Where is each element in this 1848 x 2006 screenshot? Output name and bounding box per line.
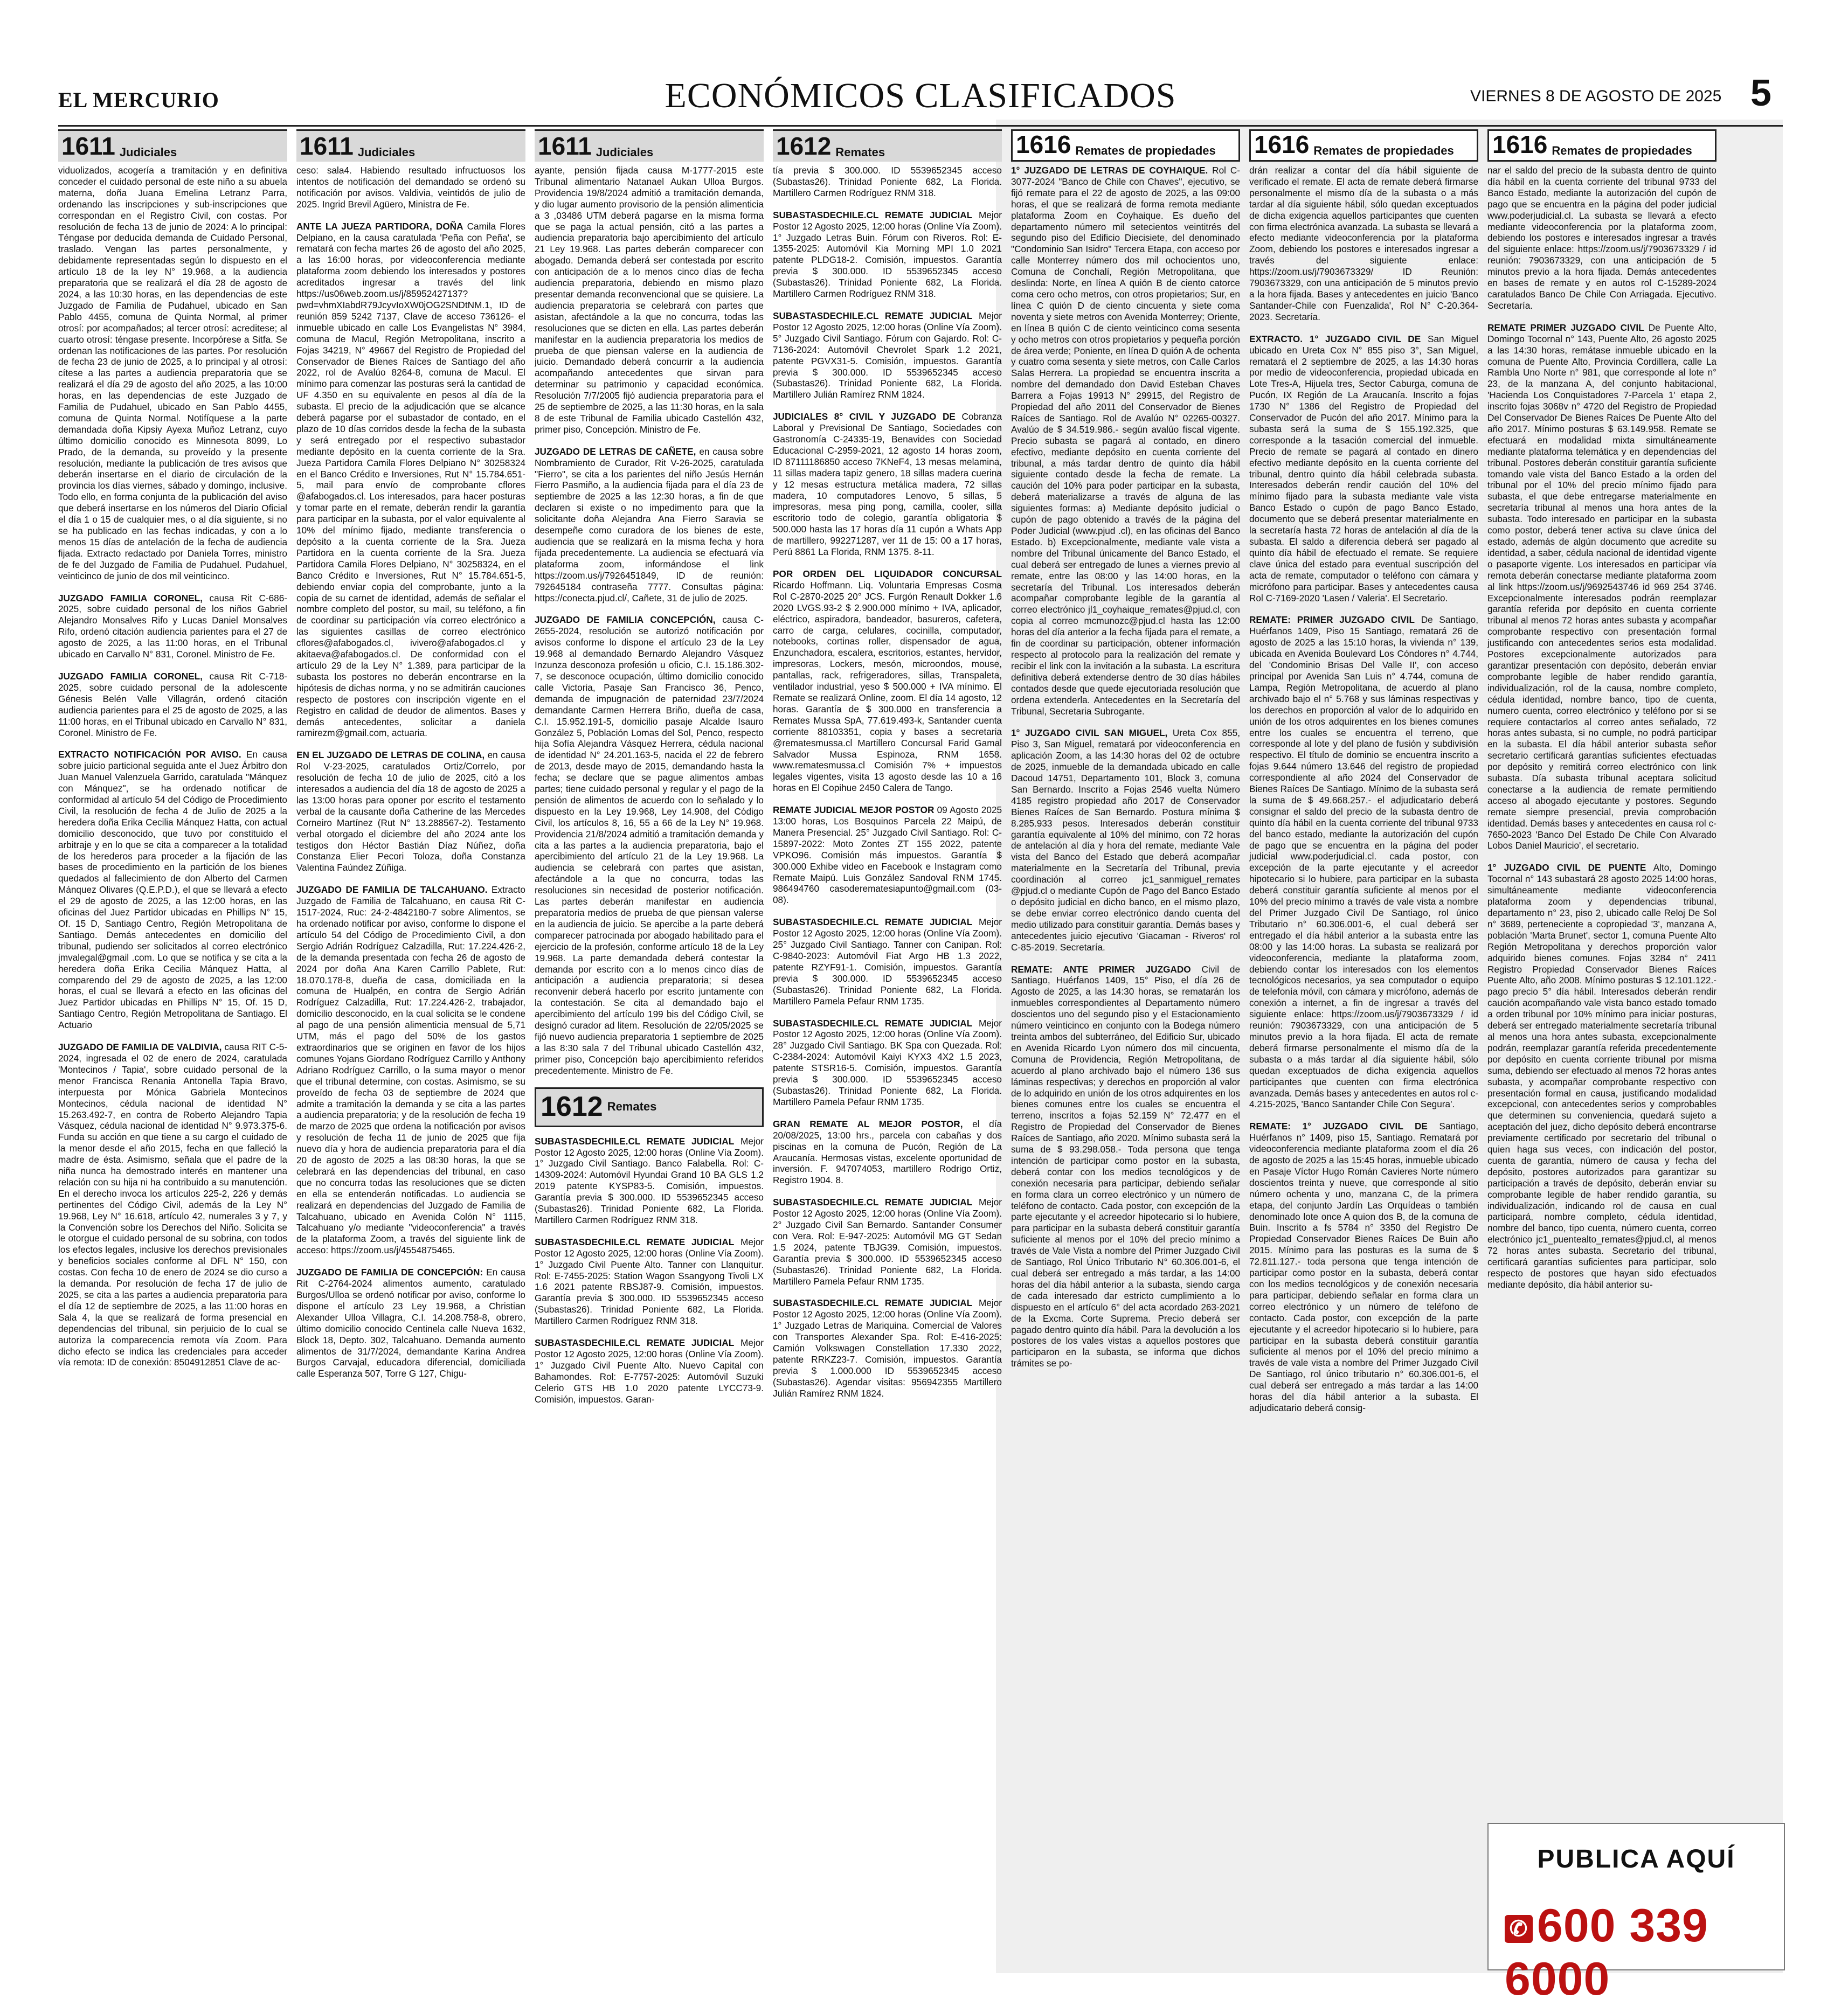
section-header	[535, 129, 764, 162]
notice-title: SUBASTASDECHILE.CL REMATE JUDICIAL	[773, 1017, 973, 1029]
notice	[1487, 165, 1717, 311]
notice	[1249, 165, 1478, 323]
notice-text: causa C-2655-2024, resolución se autorizó notificación por avisos conforme lo dispone el artículo 23 de la Ley 19.968 al demandado Bernardo Alejandro Vásquez Inzunza desconoza profesión u oficio, C.I. 15.186.302-7, se desconoce ocupación, último domicilio conocido calle Victoria, Pasaje San Francisco 36, Penco, demanda de impugnación de paternidad 23/7/2024 demandante Carmen Herrera Briño, dueña de casa, C.I. 15.952.191-5, domicilio pasaje Alcalde Isauro González 5, Población Lomas del Sol, Penco, respecto hija Sofía Alejandra Vásquez Herrera, cédula nacional de identidad N° 24.201.163-5, nacida el 22 de febrero de 2013, desde mayo de 2015, demandando hasta la fecha; se declare que se pague alimentos ambas partes; tiene cuidado personal y regular y el pago de la pensión de alimentos de acuerdo con lo señalado y lo dispuesto en la Ley 19.968, Ley 14.908, del Código Civil, los artículos 8, 16, 55 a 66 de la Ley N° 19.968. Providencia 21/8/2024 admitió a tramitación demanda y cita a las partes a la audiencia preparatoria, bajo el apercibimiento del artículo 21 de la Ley 19.968. La audiencia se celebrará con partes que asistan, afectándole a la que no concurra, todas las resoluciones sin necesidad de posterior notificación. Las partes deberán manifestar en audiencia preparatoria medios de prueba de que piensan valerse en la audiencia de juicio. Se apercibe a la parte deberá comparecer patrocinada por abogado habilitado para el ejercicio de la profesión, conforme artículo 18 de la Ley 19.968. La parte demandada deberá contestar la demanda por escrito con a lo menos cinco días de anticipación a audiencia preparatoria; si desea reconvenir deberá hacerlo por escrito juntamente con la contestación. Se cita al demandado bajo el apercibimiento del artículo 199 bis del Código Civil, se designó curador ad litem. Resolución de 22/05/2025 se fijó nuevo audiencia preparatoria 1 septiembre de 2025 a las 8:30 sala 7 del Tribunal ubicado Castellón 432, primer piso, Concepción bajo apercibimiento referidos precedentemente. Ministro de Fe.	[535, 614, 764, 1076]
section-header-remates	[535, 1087, 764, 1127]
notice	[773, 210, 1002, 300]
notice	[773, 1119, 1002, 1186]
notice-title: GRAN REMATE AL MEJOR POSTOR,	[773, 1118, 963, 1129]
notice-text: ceso: sala4. Habiendo resultado infructuosos los intentos de notificación del demandado se ordenó su notificación por avisos. Valdivia, veintidós de julio de 2025. Ingrid Brevil Agüero, Ministra de Fe.	[296, 165, 525, 210]
ad-phone[interactable]	[1505, 1899, 1784, 2006]
notice-title: 1° JUZGADO CIVIL DE PUENTE	[1487, 862, 1646, 873]
notice-text: San Miguel ubicado en Ureta Cox N° 855 piso 3°, San Miguel, rematará el 2 septiembre de 2025, a las 14:30 horas por medio de videoconferencia, propiedad ubicada en Lote Tres-A, Hijuela tres, Sector Caburga, comuna de Pucón, IX Región de La Araucanía. Inscrito a fojas 1730 N° 1386 del Registro de Propiedad del Conservador de Pucón del año 2017. Mínimo para la subasta será la suma de $ 155.192.325, que corresponde a la tasación comercial del inmueble. Precio de remate se pagará al contado en dinero efectivo mediante depósito en la cuenta corriente del tribunal, dentro quinto día hábil celebrada subasta. Interesados deberán rendir caución del 10% del mínimo fijado para la subasta mediante vale vista Banco Estado o cupón de pago Banco Estado, documento que se deberá presentar materialmente en la secretaría hasta 72 horas de antelación al día de la subasta. El saldo a diferencia deberá ser pagado al quinto día hábil de efectuado el remate. Se requiere clave única del estado para eventual suscripción del acta de remate, computador o teléfono con cámara y micrófono para participar. Bases y antecedentes causa Rol C-7169-2020 'Lasen / Valeria'. El Secretario.	[1249, 333, 1478, 603]
section-label: Remates	[835, 145, 885, 159]
column-1	[58, 129, 287, 1961]
column-body	[535, 162, 764, 1405]
notice-title: REMATE: ANTE PRIMER JUZGADO	[1011, 963, 1191, 975]
notice-text: Cobranza Laboral y Previsional De Santiago, Sociedades con Gastronomía C-24335-19, Benavides con Sociedad Educacional C-2959-2021, 12 agosto 14 horas zoom, ID 87111186850 acceso 7KNeF4, 13 mesas melamina, 11 sillas madera tapiz genero, 18 sillas madera cuerina y 12 mesas estructura metálica madera, 72 sillas madera, 10 computadores Lenovo, 5 sillas, 5 impresoras, mesa ping pong, camilla, cooler, silla escritorio todo de colegio, garantía obligatoria $ 500.000 hasta las 17 horas día 11 cupón a Whats App de martillero, 992271287, ver 11 de 15: 00 a 17 horas, Perú 8861 La Florida, RNM 1375. 8-11.	[773, 411, 1002, 558]
notice-text: Mejor Postor 12 Agosto 2025, 12:00 horas (Online Vía Zoom). 5° Juzgado Civil Santiago. Fórum con Gajardo. Rol: C-7136-2024: Automóvil Chevrolet Spark 1.2 2021, patente PGVX31-5. Comisión, impuestos. Garantía previa $ 300.000. ID 5539652345 acceso (Subastas26). Trinidad Poniente 682, La Florida. Martillero Julián Ramírez RNM 1824.	[773, 310, 1002, 400]
section-label: Remates de propiedades	[1313, 143, 1454, 157]
notice	[58, 593, 287, 660]
section-header	[773, 129, 1002, 162]
publica-aqui-ad[interactable]	[1487, 1823, 1785, 2005]
notice-text: Rol C-3077-2024 "Banco de Chile con Chaves", ejecutivo, se fijó remate para el 22 de agosto de 2025, a las 09:00 horas, el que se realizará de forma remota mediante plataforma Zoom en Coyhaique. Es dueño del departamento número mil setecientos veintitrés del segundo piso del Edificio Diecisiete, del denominado "Condominio San Isidro" Tercera Etapa, con acceso por calle Monterrey número dos mil ochocientos uno, Comuna de Conchalí, Región Metropolitana, que deslinda: Norte, en línea A quión B de ciento catorce coma cero ocho metros, con otros propietarios; Sur, en línea C quión D de ciento cincuenta y siete coma noventa y siete metros con Avenida Monterrey; Oriente, en línea B quión C de ciento veinticinco coma sesenta y ocho metros con otros propietarios y pequeña porción de área verde; Poniente, en línea D quión A de ochenta y cuatro coma sesenta y siete metros, con Calle Carlos Salas Herrera. La propiedad se encuentra inscrita a nombre del demandado don David Esteban Chaves Barrera a Fojas 19913 N° 29915, del Registro de Propiedad del año 2011 del Conservador de Bienes Raíces de Santiago. Rol de Avalúo N° 02265-00327. Avalúo de $ 34.519.986.- según avalúo fiscal vigente. Precio subasta se pagará al contado, en dinero efectivo, mediante depósito en cuenta corriente del tribunal, a más tardar dentro de quinto día hábil siguiente contado desde la fecha de remate. La caución del 10% para poder participar en la subasta, deberá materializarse a través de alguna de las siguientes formas: a) Mediante depósito judicial o cupón de pago obtenido a través de la página del Poder Judicial (www.pjud .cl), en las oficinas del Banco Estado. b) Excepcionalmente, mediante vale vista a nombre del Tribunal únicamente del Banco Estado, el cual deberá ser entregado de lunes a viernes previo al remate, entre las 08:00 y las 14:00 horas, en la secretaría del Tribunal. Los interesados deberán acompañar comprobante legible de la garantía al correo electrónico jl1_coyhaique_remates@pjud.cl, con copia al correo mcmunozc@pjud.cl hasta las 12:00 horas del día anterior a la fecha fijada para el remate, a fin de coordinar su participación, obtener información respecto al protocolo para la realización del remate y recibir el link con la invitación a la subasta. La escritura definitiva deberá extenderse dentro de 30 días hábiles contados desde que quede ejecutoriada resolución que ordena extenderla. Antecedentes en la Secretaría del Tribunal, Secretaria Subrogante.	[1011, 165, 1240, 717]
notice-title: SUBASTASDECHILE.CL REMATE JUDICIAL	[535, 1135, 735, 1147]
notice-title: 1° JUZGADO DE LETRAS DE COYHAIQUE.	[1011, 165, 1208, 176]
notice-text: Ureta Cox 855, Piso 3, San Miguel, rematará por videoconferencia en aplicación Zoom, a las 14:30 horas del 02 de octubre de 2025, inmueble de la demandada ubicado en calle Dacoud 14751, Departamento 101, Block 3, comuna San Bernardo. Inscrito a Fojas 2546 vuelta Número 4185 registro propiedad año 2017 de Conservador Bienes Raíces de San Bernardo. Postura mínima $ 8.285.933 pesos. Interesados deberán constituir garantía equivalente al 10% del mínimo, con 72 horas de antelación al día y hora del remate, mediante Vale vista del Banco del Estado que deberá acompañar materialmente en la Secretaría del Tribunal, previa coordinación al correo jc1_sanmiguel_remates @pjud.cl o mediante Cupón de Pago del Banco Estado o depósito judicial en dicho banco, en el mismo plazo, se debe enviar correo electrónico dando cuenta del medio utilizado para constituir garantía. Demás bases y antecedentes juicio ejecutivo 'Giacaman - Riveros' rol C-85-2019. Secretaría.	[1011, 727, 1240, 953]
section-label: Remates	[607, 1100, 657, 1114]
notice-title: JUZGADO DE FAMILIA DE VALDIVIA,	[58, 1042, 222, 1053]
column-body	[773, 162, 1002, 1399]
notice-title: JUZGADO FAMILIA CORONEL,	[58, 592, 203, 603]
column-3	[535, 129, 764, 1961]
notice-text: tía previa $ 300.000. ID 5539652345 acceso (Subastas26). Trinidad Poniente 682, La Florida. Martillero Carmen Rodríguez RNM 318.	[773, 165, 1002, 198]
notice	[535, 165, 764, 435]
notice	[535, 1237, 764, 1327]
notice	[296, 884, 525, 1256]
notice-title: JUZGADO DE FAMILIA DE CONCEPCIÓN:	[296, 1267, 483, 1278]
notice	[773, 1297, 1002, 1399]
column-6	[1249, 129, 1478, 1961]
notice-title: EN EL JUZGADO DE LETRAS DE COLINA,	[296, 749, 485, 761]
notice-text: ayante, pensión fijada causa M-1777-2015 este Tribunal alimentario Natanael Aukan Ulloa Burgos. Providencia 19/8/2024 admitió a tramitación demanda, y dio lugar aumento provisorio de la pensión alimenticia a 3 ,03486 UTM deberá pagarse en la misma forma que se paga la actual pensión, citó a las partes a audiencia preparatoria bajo apercibimiento del artículo 21 Ley 19.968. Las partes deberán comparecer con abogado. Demanda deberá ser contestada por escrito con anticipación de a lo menos cinco días de fecha audiencia preparatoria, debiendo en mismo plazo presentar demanda reconvencional que se quisiere. La audiencia preparatoria se celebrará con partes que asistan, afectándole a la que no concurra, todas las resoluciones que se dicten en ella. Las partes deberán manifestar en la audiencia preparatoria los medios de prueba de que piensan valerse en la audiencia de juicio. Demandado deberá concurrir a la audiencia acompañando antecedentes que sirvan para determinar su patrimonio y capacidad económica. Resolución 7/7/2005 fijó audiencia preparatoria para el 25 de septiembre de 2025, a las 11:30 horas, en la sala 8 de este Tribunal de Familia ubicado Castellón 432, primer piso, Concepción. Ministro de Fe.	[535, 165, 764, 435]
notice-title: JUDICIALES 8° CIVIL Y JUZGADO DE	[773, 411, 956, 422]
notice	[296, 1267, 525, 1379]
notice	[773, 165, 1002, 199]
notice-text: Extracto Juzgado de Familia de Talcahuano, en causa Rit C-1517-2024, Ruc: 24-2-4842180-7 sobre Alimentos, se ha ordenado notificar por aviso, conforme lo dispone el artículo 54 del Código de Procedimiento Civil, a don Sergio Adrián Rodríguez Calzadilla, Rut: 17.224.426-2, de la demanda presentada con fecha 26 de agosto de 2024 por doña Ana Karen Carrillo Pablete, Rut: 18.070.178-8, dueña de casa, domiciliada en la comuna de Hualpén, en contra de Sergio Adrián Rodríguez Calzadilla, Rut: 17.224.426-2, trabajador, domicilio desconocido, en la cual solicita se le condene al pago de una pensión alimenticia mensual de 5,71 UTM, más el pago del 50% de los gastos extraordinarios que se originen en favor de los hijos comunes Yojans Giordano Rodríguez Carrillo y Anthony Adriano Rodríguez Carrillo, o la suma mayor o menor que el tribunal determine, con costas. Asimismo, se su proveído de fecha 03 de septiembre de 2024 que admite a tramitación la demanda y se cita a las partes a audiencia preparatoria; y de la resolución de fecha 19 de marzo de 2025 que ordena la notificación por avisos y resolución de fecha 11 de junio de 2025 que fija nuevo día y hora de audiencia preparatoria para el día 20 de agosto de 2025 a las 08:30 horas, la que se celebrará en las dependencias del tribunal, en caso que no concurra todas las resoluciones que se dicten en ella se entenderán notificadas. Lo audiencia se realizará en dependencias del Juzgado de Familia de Talcahuano, ubicado en Avenida Colón N° 1115, Talcahuano y/o mediante "videoconferencia" a través de la plataforma Zoom, a través del siguiente link de acceso: https://zoom.us/j/4554875465.	[296, 884, 525, 1256]
column-7	[1487, 129, 1717, 1961]
notice-title: POR ORDEN DEL LIQUIDADOR CONCURSAL	[773, 568, 1002, 579]
notice-text: En causa sobre juicio particional seguida ante el Juez Árbitro don Juan Manuel Valenzuela Garrido, caratulada "Mánquez con Mánquez", se ha ordenado notificar de conformidad al artículo 54 del Código de Procedimiento Civil, la resolución de fecha 4 de Julio de 2025 a la heredera doña Erika Cecilia Mánquez Hatta, con actual domicilio desconocido, que tuvo por constituido el arbitraje y en lo que se cita a comparecer a la totalidad de los herederos para proceder a la fijación de las bases de procedimiento en la partición de los bienes quedados al fallecimiento de don Alberto del Carmen Mánquez Olivares (Q.E.P.D.), el que se llevará a efecto el 29 de agosto de 2025, a las 12:00 horas, en las oficinas del Juez Partidor ubicadas en Phillips N° 15, Of. 15 D, Santiago Centro, Región Metropolitana de Santiago. Demás antecedentes en domicilio del tribunal, pudiendo ser solicitados al correo electrónico jmvalegal@gmail .com. Lo que se notifica y se cita a la heredera doña Erika Cecilia Mánquez Hatta, al comparendo del 29 de agosto de 2025, a las 12:00 horas, el cual se llevará a efecto en las oficinas del Juez Partidor ubicadas en Phillips N° 15, Of. 15 D, Santiago Centro, Región Metropolitana de Santiago. El Actuario	[58, 749, 287, 1031]
notice-text: De Santiago, Huérfanos 1409, Piso 15 Santiago, rematará 26 de agosto de 2025 a las 15:10 horas, la vivienda n° 139, ubicada en Avenida Boulevard Los Cóndores n° 4.744, del 'Condominio Brisas Del Valle II', con acceso principal por Avenida San Luis n° 4.744, comuna de Lampa, Región Metropolitana, de acuerdo al plano archivado bajo el n° 5.768 y sus láminas respectivas y los derechos en proporción al valor de lo adquirido en unión de los otros adquirentes en los bienes comunes entre los cuales se encuentra el terreno, que corresponde al lote y del plano de fusión y subdivisión respectivo. El título de dominio se encuentra inscrito a fojas 9.644 número 13.646 del registro de propiedad correspondiente al año 2024 del Conservador de Bienes Raíces De Santiago. Mínimo de la subasta será la suma de $ 49.668.257.- el adjudicatario deberá consignar el saldo del precio de la subasta dentro de quinto día hábil en la cuenta corriente del tribunal 9733 del banco estado, mediante la autorización del cupón de pago que se encuentra en la página del poder judicial www.poderjudicial.cl. cada postor, con excepción de la parte ejecutante y el acreedor hipotecario si lo hubiere, para participar en la subasta deberá constituir garantía suficiente al menos por el 10% del precio mínimo a través de vale vista a nombre del Primer Juzgado Civil De Santiago, rol único Tributario n° 60.306.001-6, el cual deberá ser entregado el día hábil anterior a la subasta entre las 08:00 y las 14:00 horas. La subasta se realizará por videoconferencia, mediante la plataforma zoom, debiendo contar los interesados con los elementos tecnológicos necesarios, ya sea computador o equipo de telefonía móvil, con cámara y micrófono, además de conexión a internet, a fin de ingresar a través del siguiente enlace: https://zoom.us/j/7903673329 / id reunión: 7903673329, con una anticipación de 5 minutos previo a la hora fijada. El acta de remate deberá firmarse personalmente el mismo día de la subasta o a más tardar al día siguiente hábil, sólo quedan exceptuados de dicha exigencia aquellos participantes que cuenten con firma electrónica avanzada. Demás bases y antecedentes en autos rol c-4.215-2025, 'Banco Santander Chile Con Segura'.	[1249, 614, 1478, 1110]
section-code: 1616	[1016, 130, 1071, 158]
column-body	[1011, 162, 1240, 1369]
notice-text: en causa Rol V-23-2025, caratulados Ortiz/Correlo, por resolución de fecha 10 de julio de 2025, citó a los interesados a audiencia del día 18 de agosto de 2025 a las 13:00 horas para oponer por escrito el testamento verbal de la causante doña Catherine de las Mercedes Corneiro Martínez (Rut N° 13.288567-2). Testamento verbal otorgado el diciembre del año 2024 ante los testigos don Héctor Bastián Díaz Núñez, doña Constanza Elier Pecori Toloza, doña Constanza Valentina Faúndez Zúñiga.	[296, 749, 525, 873]
notice-title: SUBASTASDECHILE.CL REMATE JUDICIAL	[535, 1236, 735, 1247]
publication-name: EL MERCURIO	[58, 88, 219, 112]
column-body	[58, 162, 287, 1368]
section-label: Remates de propiedades	[1075, 143, 1216, 157]
notice-text: Mejor Postor 12 Agosto 2025, 12:00 horas (Online Vía Zoom). 1° Juzgado Civil Santiago. Banco Falabella. Rol: C-14309-2024: Automóvil Hyundai Grand 10 BA GLS 1.2 2019 patente KYSP83-5. Comisión, impuestos. Garantía previa $ 300.000. ID 5539652345 acceso (Subastas26). Trinidad Poniente 682, La Florida. Martillero Carmen Rodríguez RNM 318.	[535, 1135, 764, 1225]
notice	[296, 221, 525, 739]
notice-title: JUZGADO DE FAMILIA DE TALCAHUANO.	[296, 884, 488, 896]
notice-title: EXTRACTO NOTIFICACIÓN POR AVISO.	[58, 749, 241, 760]
column-body	[1249, 162, 1478, 1414]
notice	[773, 411, 1002, 558]
notice-title: SUBASTASDECHILE.CL REMATE JUDICIAL	[535, 1337, 735, 1349]
notice-text: Mejor Postor 12 Agosto 2025, 12:00 horas (Online Vía Zoom). 28° Juzgado Civil Santiago. BK Spa con Quezada. Rol: C-2384-2024: Automóvil Kaiyi KYX3 4X2 1.5 2023, patente STSR16-5. Comisión, impuestos. Garantía previa $ 300.000. ID 5539652345 acceso (Subastas26). Trinidad Poniente 682, La Florida. Martillero Pamela Pefaur RNM 1735.	[773, 1017, 1002, 1107]
section-header	[1249, 129, 1478, 162]
notice	[296, 165, 525, 210]
header-rule	[58, 125, 1783, 127]
issue-date: VIERNES 8 DE AGOSTO DE 2025	[1470, 87, 1722, 105]
masthead	[58, 64, 1783, 123]
notice-text: Mejor Postor 12 Agosto 2025, 12:00 horas (Online Vía Zoom). 2° Juzgado Civil San Bernardo. Santander Consumer con Vera. Rol: E-947-2025: Automóvil MG GT Sedan 1.5 2024, patente TBJG39. Comisión, impuestos. Garantía previa $ 300.000. ID 5539652345 acceso (Subastas26). Trinidad Poniente 682, La Florida. Martillero Pamela Pefaur RNM 1735.	[773, 1197, 1002, 1287]
notice-text: en causa sobre Nombramiento de Curador, Rit V-26-2025, caratulada "Fierro", se cita a los parientes del niño Jesús Hernán Fierro Pasmiño, a la audiencia fijada para el día 23 de septiembre de 2025 a las 12:30 horas, a fin de que declaren si existe o no impedimento para que la solicitante doña Alejandra Ana Fierro Saravia se desempeñe como curadora de los bienes de este, audiencia que se realizará en la misma fecha y hora fijada precedentemente. La audiencia se efectuará vía plataforma zoom, informándose el link https://zoom.us/j/7926451849, ID de reunión: 792645184 contraseña 7777. Consultas página: https://conecta.pjud.cl/, Cañete, 31 de julio de 2025.	[535, 446, 764, 603]
notice	[535, 1136, 764, 1226]
notice	[773, 310, 1002, 400]
notice-text: drán realizar a contar del día hábil siguiente de verificado el remate. El acta de remate deberá firmarse personalmente el mismo día de la subasta o a más tardar al día siguiente hábil, sólo quedan exceptuados de dicha exigencia aquellos participantes que cuenten con firma electrónica avanzada. La subasta se llevará a efecto mediante videoconferencia por la plataforma Zoom, debiendo los postores e interesados ingresar a través del siguiente enlace: https://zoom.us/j/7903673329/ ID Reunión: 7903673329, con una anticipación de 5 minutos previo a la hora fijada. Bases y antecedentes en juicio 'Banco Santander-Chile con Fuenzalida', Rol N° C-20.364-2023. Secretaría.	[1249, 165, 1478, 322]
notice	[773, 804, 1002, 906]
notice-text: De Puente Alto, Domingo Tocornal n° 143, Puente Alto, 26 agosto 2025 a las 14:30 horas, remátase inmueble ubicado en la comuna de Puente Alto, Provincia Cordillera, calle La Rambla Uno Norte n° 981, que corresponde al lote n° 23, de la manzana A, del conjunto habitacional, 'Hacienda Los Conquistadores 7-Parcela 1' etapa 2, inscrito fojas 3068v n° 4720 del Registro de Propiedad Del Conservador De Bienes Raíces De Puente Alto del año 2017. Mínimo posturas $ 63.149.958. Remate se efectuará en modalidad mixta simultáneamente mediante plataforma telemática y en dependencias del tribunal. Postores deberán constituir garantía suficiente tomando vale vista del Banco Estado a la orden del tribunal por el 10% del precio mínimo fijado para subasta, el que debe entregarse materialmente en secretaría tribunal al menos una hora antes de la subasta. Todo interesado en participar en la subasta como postor, deberá tener activa su clave única del estado, además de algún documento que acredite su identidad, a saber, cédula nacional de identidad vigente o pasaporte vigente. Los interesados en participar vía remota deberán conectarse mediante plataforma zoom al link https://zoom.us/j/9692543746 id 969 254 3746. Excepcionalmente interesados podrán reemplazar garantía referida por depósito en cuenta corriente tribunal al menos 72 horas antes subasta y acompañar comprobante respectivo con presentación formal justificando con antecedentes serios esta modalidad. Postores excepcionalmente autorizados para garantizar presentación con depósito, deberán enviar comprobante legible de haber rendido garantía, individualización, rol de la causa, nombre completo, cédula identidad, nombre banco, tipo de cuenta, numero cuenta, correo electrónico y teléfono por si se requiere contactarlos al correo antes señalado, 72 horas antes subasta, si no cumple, no podrá participar en la subasta. El día hábil anterior subasta señor secretario certificará garantías suficientes efectuadas por depósito y remitirá correo electrónico con link subasta. Día subasta tribunal aceptara solicitud conectarse a la audiencia de remate permitiendo acceso al abogado ejecutante y postores. Segundo remate siempre presencial, previa comprobación identidad. Demás bases y antecedentes en causa rol c-7650-2023 'Banco Del Estado De Chile Con Alvarado Lobos Daniel Mauricio', el secretario.	[1487, 322, 1717, 851]
notice	[773, 917, 1002, 1007]
notice-text: Mejor Postor 12 Agosto 2025, 12:00 horas (Online Vía Zoom). 1° Juzgado Civil Puente Alto. Tanner con Llanquitur. Rol: E-7455-2025: Station Wagon Ssangyong Tivoli LX 1.6 2021 patente RBSJ87-9. Comisión, impuestos. Garantía previa $ 300.000. ID 5539652345 acceso (Subastas26). Trinidad Poniente 682, La Florida. Martillero Carmen Rodríguez RNM 318.	[535, 1236, 764, 1327]
section-code: 1611	[61, 132, 115, 160]
notice-title: REMATE JUDICIAL MEJOR POSTOR	[773, 804, 935, 816]
column-body	[1487, 162, 1717, 1290]
section-header	[1487, 129, 1717, 162]
notice-title: SUBASTASDECHILE.CL REMATE JUDICIAL	[773, 917, 973, 928]
notice	[1487, 862, 1717, 1290]
notice	[1249, 1121, 1478, 1414]
notice-text: causa Rit C-686-2025, sobre cuidado personal de los niños Gabriel Alejandro Monsalves Rifo y Lucas Daniel Monsalves Rifo, ordenó citación audiencia parientes para el 27 de agosto de 2025, a las 11:00 horas, en el Tribunal ubicado en Carvallo N° 831, Coronel. Ministro de Fe.	[58, 592, 287, 660]
notice-text: el día 20/08/2025, 13:00 hrs., parcela con cabañas y dos piscinas en la comuna de Pucón, Región de La Araucanía. Hermosas vistas, excelente oportunidad de inversión. F. 947074053, martillero Rodrigo Ortiz, Registro 1904. 8.	[773, 1118, 1002, 1186]
section-code: 1611	[300, 132, 354, 160]
notice-text: Mejor Postor 12 Agosto 2025, 12:00 horas (Online Vía Zoom). 1° Juzgado Civil Puente Alto. Nuevo Capital con Bahamondes. Rol: E-7757-2025: Automóvil Suzuki Celerio GTS HB 1.0 2020 patente LYCC73-9. Comisión, impuestos. Garan-	[535, 1337, 764, 1405]
notice-title: JUZGADO FAMILIA CORONEL,	[58, 670, 203, 682]
notice	[773, 1197, 1002, 1287]
notice-text: Camila Flores Delpiano, en la causa caratulada 'Peña con Peña', se rematará con fecha martes 26 de agosto del año 2025, a las 16:00 horas, por videoconferencia mediante plataforma zoom debiendo los interesados y postores acreditados ingresar a través del link https://us06web.zoom.us/j/85952427137?pwd=vhmXIabdR79JcyvIoXW0jOG2SNDtNM.1, ID de reunión 859 5242 7137, Clave de acceso 736126- el inmueble ubicado en calle Los Evangelistas N° 3984, comuna de Macul, Región Metropolitana, inscrito a Fojas 34219, N° 49667 del Registro de Propiedad del Conservador de Bienes Raíces de Santiago del año 2022, rol de Avalúo 8264-8, comuna de Macul. El mínimo para comenzar las posturas será la cantidad de UF 4.350 en su equivalente en pesos al día de la subasta. El precio de la adjudicación que se alcance deberá pagarse por el subastador de contado, en el plazo de 10 días corridos desde la fecha de la subasta y será entregado por el respectivo subastador mediante depósito en la cuenta corriente de la Sra. Jueza Partidora Camila Flores Delpiano N° 30258324 en el Banco Crédito e Inversiones, Rut N° 15.784.651-5, mail para envío de comprobante cflores @afabogados.cl. Los interesados, para hacer posturas y tomar parte en el remate, deberán rendir la garantía para participar en la subasta, por el valor equivalente al 10% del mínimo fijado, mediante transferencia o depósito a la cuenta corriente de la Sra. Jueza Partidora en la cuenta corriente de la Sra. Jueza Partidora Camila Flores Delpiano, N° 30258324, en el Banco Crédito e Inversiones, Rut N° 15.784.651-5, debiendo enviar copia del comprobante, junto a la copia de su carnet de identidad, además de señalar el nombre completo del postor, su mail, su teléfono, a fin de coordinar su participación vía correo electrónico a las siguientes casillas de correo electrónico cflores@afabogados.cl, ivivero@afabogados.cl y akitaeva@afabogados.cl. De conformidad con el artículo 29 de la Ley N° 1.389, para participar de la subasta los postores no deberán encontrarse en la hipótesis de dichas norma, y no se admitirán cauciones respecto de postores con inscripción vigente en el Registro en calidad de deudor de alimentos. Bases y demás antecedentes, solicitar a daniela ramirezm@gmail.com, actuaria.	[296, 220, 525, 739]
column-body	[296, 162, 525, 1379]
column-4	[773, 129, 1002, 1961]
notice-text: Ricardo Hoffmann. Liq. Voluntaria Empresas Cosma Rol C-2870-2025 20° JCS. Furgón Renault Dokker 1.6 2020 LVGS.93-2 $ 2.900.000 mínimo + IVA, aplicador, eléctrico, aspiradora, bandeador, basureros, cafetera, carro de carga, celulares, cocinilla, computador, notebooks, cortinas roller, dispensador de agua, Enzunchadora, escalera, escritorios, estantes, hervidor, impresoras, Lockers, mesón, microondos, mouse, pantallas, rack, refrigeradores, sillas, Transpaleta, ventilador industrial, yeso $ 500.000 + IVA mínimo. El Remate se realizará Online, zoom. El día 14 agosto, 12 horas. Garantía de $ 300.000 en transferencia a Remates Mussa SpA, 77.619.493-k, Santander cuenta corriente 88103351, copia y bases a secretaria @rematesmussa.cl Martillero Concursal Farid Gamal Salvador Mussa Espinoza, RNM 1658. www.rematesmussa.cl Comisión 7% + impuestos legales vigentes, visita 13 agosto desde las 10 a 16 horas en El Copihue 2450 Calera de Tango.	[773, 579, 1002, 794]
section-code: 1612	[776, 132, 832, 160]
notice	[535, 446, 764, 604]
ad-title: PUBLICA AQUÍ	[1537, 1845, 1735, 1873]
notice	[1487, 322, 1717, 852]
column-5	[1011, 129, 1240, 1961]
notice	[1011, 165, 1240, 717]
notice-text: Mejor Postor 12 Agosto 2025, 12:00 horas (Online Vía Zoom). 1° Juzgado Letras Buin. Fórum con Riveros. Rol: E-1355-2025: Automóvil Kia Morning MPI 1.0 2021 patente PLDG18-2. Comisión, impuestos. Garantía previa $ 300.000. ID 5539652345 acceso (Subastas26). Trinidad Poniente 682, La Florida. Martillero Carmen Rodríguez RNM 318.	[773, 209, 1002, 300]
notice	[58, 165, 287, 582]
section-code: 1616	[1254, 130, 1310, 158]
notice	[296, 749, 525, 873]
notice-text: causa RIT C-5-2024, ingresada el 02 de enero de 2024, caratulada 'Montecinos / Tapia', sobre cuidado personal de la menor Francisca Renania Antonella Tapia Bravo, interpuesta por Mónica Gabriela Montecinos Montecinos, cédula nacional de identidad N° 15.263.492-7, en contra de Roberto Alejandro Tapia Vásquez, cédula nacional de identidad N° 9.973.375-6. Funda su acción en que tiene a su cargo el cuidado de la menor desde el año 2015, fecha en que falleció la madre de ésta. Asimismo, señala que el padre de la niña nunca ha demostrado interés en mantener una relación con su hija ni ha contribuido a su manutención. En el derecho invoca los artículos 225-2, 226 y demás pertinentes del Código Civil, además de la Ley N° 19.968, Ley N° 16.618, artículo 42, numerales 3 y 7, y la Convención sobre los Derechos del Niño. Solicita se le otorgue el cuidado personal de su sobrina, con todos los efectos legales, inclusive los derechos previsionales y beneficios sociales conforme al DFL N° 150, con costas. Con fecha 10 de enero de 2024 se dio curso a la demanda. Por resolución de fecha 17 de julio de 2025, se cita a las partes a audiencia preparatoria para el día 12 de septiembre de 2025, a las 11:00 horas en Sala 4, la que se realizará de forma presencial en dependencias del tribunal, sin perjuicio de lo cual se autoriza la comparecencia remota vía Zoom. Para dicho efecto se indica las credenciales para acceder vía remota: ID de conexión: 8504912851 Clave de ac-	[58, 1042, 287, 1368]
section-label: Judiciales	[357, 145, 416, 159]
notice-text: 09 Agosto 2025 13:00 horas, Los Bosquinos Parcela 22 Maipú, de Manera Presencial. 25° Juzgado Civil Santiago. Rol: C-15897-2022: Moto Zontes ZT 155 2022, patente VPKO96. Comisión más impuestos. Garantía $ 300.000 Exhibe video en Facebook e Instagram como Remate Maipú. Luis González Sandoval RNM 1745. 986494760 casoderematesiapunto@gmail.com (03-08).	[773, 804, 1002, 906]
section-label: Judiciales	[596, 145, 654, 159]
notice-title: SUBASTASDECHILE.CL REMATE JUDICIAL	[773, 1297, 973, 1309]
notice	[58, 1042, 287, 1368]
section-label: Judiciales	[119, 145, 177, 159]
section-title: ECONÓMICOS CLASIFICADOS	[665, 76, 1176, 115]
notice-title: JUZGADO DE LETRAS DE CAÑETE,	[535, 446, 696, 457]
section-code: 1612	[541, 1091, 603, 1123]
section-header	[58, 129, 287, 162]
notice-title: REMATE PRIMER JUZGADO CIVIL	[1487, 322, 1644, 333]
notice-text: Civil de Santiago, Huérfanos 1409, 15° Piso, el día 26 de Agosto de 2025, a las 14:30 horas, se rematarán los inmuebles correspondientes al Departamento número doscientos uno del segundo piso y el Estacionamiento número veinticinco en conjunto con la Bodega número treinta ambos del subterráneo, del Edificio Sur, ubicado en Avenida Ricardo Lyon número dos mil cincuenta, Comuna de Providencia, Región Metropolitana, de acuerdo al plano archivado bajo el número 136 sus láminas respectivas; y derechos en proporción al valor de lo adquirido en unión de los otros adquirentes en los bienes comunes entre los cuales se encuentra el terreno, inscritos a fojas 52.159 N° 72.477 en el Registro de Propiedad del Conservador de Bienes Raíces de Santiago, año 2020. Mínimo subasta será la suma de $ 93.298.058.- Toda persona que tenga intención de participar como postor en la subasta, deberá contar con los medios tecnológicos y de conexión necesaria para participar, debiendo señalar en forma clara un correo electrónico y un número de teléfono de contacto. Cada postor, con excepción de la parte ejecutante y el acreedor hipotecario si lo hubiere, para participar en la subasta deberá constituir garantía suficiente al menos por el 10% del precio mínimo a través de Vale Vista a nombre del Primer Juzgado Civil de Santiago, Rol Único Tributario N° 60.306.001-6, el cual deberá ser entregado a más tardar, a las 14:00 horas del día hábil anterior a la subasta, siendo carga de cada interesado dar estricto cumplimiento a lo dispuesto en el artículo 6° del acta acordado 263-2021 de la Excma. Corte Suprema. Precio deberá ser pagado dentro quinto día hábil. Para la devolución a los postores de los vales vistas a aquellos postores que participaron en la subasta, se informa que dichos trámites se po-	[1011, 963, 1240, 1369]
notice	[773, 568, 1002, 794]
notice-title: SUBASTASDECHILE.CL REMATE JUDICIAL	[773, 310, 973, 321]
notice	[535, 614, 764, 1076]
page-number: 5	[1750, 72, 1771, 114]
notice-text: Santiago, Huérfanos n° 1409, piso 15, Santiago. Rematará por videoconferencia mediante plataforma zoom el día 26 de agosto de 2025 a las 15:45 horas, inmueble ubicado en Pasaje Víctor Hugo Román Cavieres Norte número doscientos treinta y nueve, que corresponde al sitio número ochenta y uno, manzana C, de la primera etapa, del conjunto Jardín Las Orquídeas o también denominado lote once A quion dos B, de la comuna de Buin. Inscrito a fs 5784 n° 3350 del Registro De Propiedad Conservador Bienes Raíces De Buin año 2015. Mínimo para las posturas es la suma de $ 72.811.127.- toda persona que tenga intención de participar como postor en la subasta, deberá contar con los medios tecnológicos y de conexión necesaria para participar, debiendo señalar en forma clara un correo electrónico y un número de teléfono de contacto. Cada postor, con excepción de la parte ejecutante y el acreedor hipotecario si lo hubiere, para participar en la subasta deberá constituir garantía suficiente al menos por el 10% del precio mínimo a través de vale vista a nombre del Primer Juzgado Civil De Santiago, rol único tributario n° 60.306.001-6, el cual deberá ser entregado a más tardar a las 14:00 horas del día hábil anterior a la subasta. El adjudicatario deberá consig-	[1249, 1121, 1478, 1413]
notice-title: SUBASTASDECHILE.CL REMATE JUDICIAL	[773, 209, 973, 220]
section-code: 1611	[538, 132, 592, 160]
notice	[1249, 614, 1478, 1110]
notice-text: Alto, Domingo Tocornal n° 143 subastará 28 agosto 2025 14:00 horas, simultáneamente mediante videoconferencia plataforma zoom y dependencias tribunal, departamento n° 23, piso 2, ubicado calle Reloj De Sol n° 3689, perteneciente a copropiedad '3', manzana A, población 'Marta Brunet', sector 1, comuna Puente Alto Región Metropolitana y derechos proporción valor adquirido bienes comunes. Fojas 3284 n° 2411 Registro Propiedad Conservador Bienes Raíces Puente Alto, año 2008. Mínimo posturas $ 12.101.122.- pago precio 5° día hábil. Interesados deberán rendir caución acompañando vale vista banco estado tomado a orden tribunal por 10% mínimo para iniciar posturas, deberá ser entregado materialmente secretaría tribunal al menos una hora antes subasta, excepcionalmente podrán, reemplazar garantía referida precedentemente por depósito en cuenta corriente tribunal por misma suma, debiendo ser efectuado al menos 72 horas antes subasta, y acompañar comprobante respectivo con presentación formal en causa, justificando modalidad excepcional, con antecedentes serios y comprobables que determinen su conveniencia, quedará sujeto a aceptación del juez, dicho depósito deberá encontrarse previamente certificado por secretario del tribunal o quien haga sus veces, con indicación del postor, cuenta de garantía, número de causa y fecha del depósito, postores autorizados para garantizar su participación a través de depósito, deberán enviar su comprobante legible de haber rendido garantía, su individualización, indicando rol de causa en cual participará, nombre completo, cédula identidad, nombre del banco, tipo cuenta, número cuenta, correo electrónico jc1_puentealto_remates@pjud.cl, al menos 72 horas antes subasta. Secretario del tribunal, certificará garantías suficientes para participar, solo respecto de postores que hayan sido efectuados mediante depósito, día hábil anterior su-	[1487, 862, 1717, 1290]
column-2	[296, 129, 525, 1961]
notice	[535, 1337, 764, 1405]
notice	[1011, 727, 1240, 953]
section-header	[296, 129, 525, 162]
section-label: Remates de propiedades	[1552, 143, 1692, 157]
section-header	[1011, 129, 1240, 162]
notice-text: En causa Rit C-2764-2024 alimentos aumento, caratulado Burgos/Ulloa se ordenó notificar por aviso, conforme lo dispone el artículo 23 Ley 19.968, a Christian Alexander Ulloa Villagra, C.I. 14.208.758-8, obrero, último domicilio conocido Centinela calle Nueva 1632, Block 18, Depto. 302, Talcahuano. Demanda aumento alimentos de 31/7/2024, demandante Karina Andrea Burgos Carvajal, educadora diferencial, domiciliada calle Esperanza 507, Torre G 127, Chigu-	[296, 1267, 525, 1379]
notice-title: JUZGADO DE FAMILIA CONCEPCIÓN,	[535, 614, 716, 626]
notice-title: REMATE: 1° JUZGADO CIVIL DE	[1249, 1121, 1428, 1132]
notice-text: Mejor Postor 12 Agosto 2025, 12:00 horas (Online Vía Zoom). 1° Juzgado Letras de Mariquina. Comercial de Valores con Transportes Alexander Spa. Rol: E-416-2025: Camión Volkswagen Constellation 17.330 2022, patente RRKZ23-7. Comisión, impuestos. Garantía previa $ 1.000.000 ID 5539652345 acceso (Subastas26). Agendar visitas: 956942355 Martillero Julián Ramírez RNM 1824.	[773, 1297, 1002, 1399]
notice-title: REMATE: PRIMER JUZGADO CIVIL	[1249, 614, 1415, 626]
notice-title: 1° JUZGADO CIVIL SAN MIGUEL,	[1011, 727, 1168, 739]
notice	[58, 749, 287, 1031]
ad-phone-number: 600 339 6000	[1505, 1900, 1708, 2005]
notice	[58, 671, 287, 738]
notice	[773, 1018, 1002, 1108]
notice-text: nar el saldo del precio de la subasta dentro de quinto día hábil en la cuenta corriente del tribunal 9733 del Banco Estado, mediante la autorización del cupón de pago que se encuentra en la página del poder judicial www.poderjudicial.cl. La subasta se llevará a efecto mediante videoconferencia por la plataforma zoom, debiendo los postores e interesados ingresar a través del siguiente enlace: https://zoom.us/j/7903673329 / id reunión: 7903673329, con una anticipación de 5 minutos previo a la hora fijada. Demás antecedentes en bases de remate y en autos rol C-15289-2024 caratulados Banco De Chile Con Arriagada. Ejecutivo. Secretaría.	[1487, 165, 1717, 311]
notice	[1011, 964, 1240, 1370]
notice	[1249, 334, 1478, 604]
notice-text: viduolizados, acogería a tramitación y en definitiva conceder el cuidado personal de este niño a su abuela materna, doña Juana Emelina Letranz Parra, ordenando las inscripciones y sub-inscripciones que correspondan en el Registro Civil, con costas. Por resolución de fecha 13 de junio de 2024: A lo principal: Téngase por deducida demanda de Cuidado Personal, traslado. Vengan las partes personalmente, y debidamente representadas según lo dispuesto en el artículo 18 de la ley N° 19.968, a la audiencia preparatoria que se realizará el día 28 de agosto de 2024, a las 10:30 horas, en las dependencias de este Juzgado de Familia de Pudahuel, ubicado en San Pablo 4455, comuna de Quinta Normal, al primer otrosí: por acompañados; al tercer otrosí: acreditese; al cuarto otrosí: téngase presente. Incorpórese a Sitfa. Se ordenan las notificaciones de las partes. Por resolución de fecha 23 de junio de 2025, a lo principal y al otrosí: cítese a las partes a audiencia preparatoria que se realizará el día 29 de agosto del año 2025, a las 10:00 horas, en las dependencias de este Juzgado de Familia de Pudahuel, ubicado en San Pablo 4455, comuna de Quinta Normal. Notifíquese a la parte demandada doña Kipsiy Ayexa Muñoz Letranz, cuyo último domicilio conocido es Minnesota 8099, Lo Prado, de la demanda, su proveído y la presente resolución, mediante la publicación de tres avisos que deberán insertarse en el diario de circulación de la provincia los días viernes, sábado y domingo, inclusive. Todo ello, en forma conjunta de la publicación del aviso que deberá insertarse en los números del Diario Oficial el día 1 o 15 de cualquier mes, o al día siguiente, si no se ha publicado en las fechas indicadas, y con a lo menos 15 días de antelación de la fecha de audiencia fijada. Extracto redactado por Daniela Torres, ministro de fe del Juzgado de Familia de Pudahuel. Pudahuel, veinticinco de junio de dos mil veinticinco.	[58, 165, 287, 581]
phone-icon: ✆	[1505, 1915, 1533, 1943]
notice-title: EXTRACTO. 1° JUZGADO CIVIL DE	[1249, 333, 1421, 344]
section-code: 1616	[1492, 130, 1548, 158]
notice-text: causa Rit C-718-2025, sobre cuidado personal de la adolescente Génesis Belén Valle Villagrán, ordenó citación audiencia parientes para el 25 de agosto de 2025, a las 11:00 horas, en el Tribunal ubicado en Carvallo N° 831, Coronel. Ministro de Fe.	[58, 670, 287, 738]
notice-title: SUBASTASDECHILE.CL REMATE JUDICIAL	[773, 1197, 973, 1208]
notice-text: Mejor Postor 12 Agosto 2025, 12:00 horas (Online Vía Zoom). 25° Juzgado Civil Santiago. Tanner con Canipan. Rol: C-9840-2023: Automóvil Fiat Argo HB 1.3 2022, patente RZYF91-1. Comisión, impuestos. Garantía previa $ 300.000. ID 5539652345 acceso (Subastas26). Trinidad Poniente 682, La Florida. Martillero Pamela Pefaur RNM 1735.	[773, 917, 1002, 1007]
notice-title: ANTE LA JUEZA PARTIDORA, DOÑA	[296, 220, 463, 232]
